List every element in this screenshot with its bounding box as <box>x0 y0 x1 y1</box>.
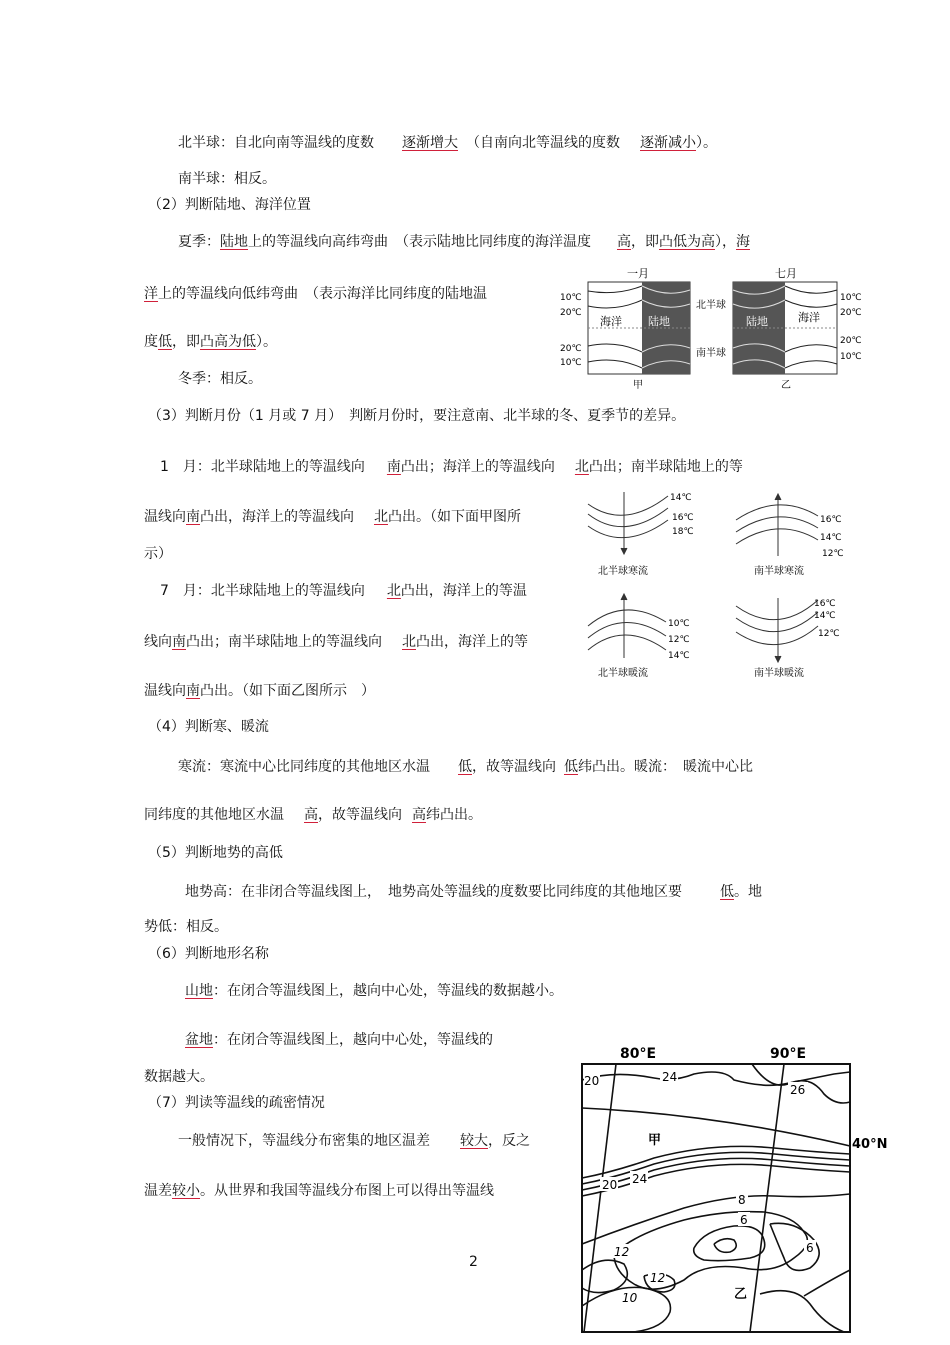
figure-isotherm-map <box>574 1044 894 1336</box>
jan-line-2: 温线向南凸出，海洋上的等温线向 北凸出。（如下面甲图所 <box>144 509 521 525</box>
svg-text:北半球寒流: 北半球寒流 <box>598 566 648 577</box>
svg-text:24: 24 <box>632 1172 648 1186</box>
jul-line-2: 线向南凸出；南半球陆地上的等温线向 北凸出，海洋上的等 <box>144 634 528 650</box>
figure-land-ocean <box>556 264 866 396</box>
figure-currents <box>584 486 854 682</box>
svg-text:10: 10 <box>622 1291 638 1305</box>
svg-text:乙: 乙 <box>781 380 791 391</box>
svg-text:20℃: 20℃ <box>560 308 582 318</box>
jul-line-3: 温线向南凸出。（如下面乙图所示 ） <box>144 683 375 699</box>
svg-text:26: 26 <box>790 1083 806 1097</box>
current-line: 寒流：寒流中心比同纬度的其他地区水温 低，故等温线向 低纬凸出。暖流： 暖流中心比 <box>178 759 753 775</box>
heading-3: （3）判断月份（1 月或 7 月） 判断月份时，要注意南、北半球的冬、夏季节的差异。 <box>148 408 686 424</box>
svg-text:10℃: 10℃ <box>560 358 582 368</box>
svg-text:20℃: 20℃ <box>560 344 582 354</box>
svg-text:20: 20 <box>584 1074 600 1088</box>
svg-text:陆地: 陆地 <box>746 315 768 328</box>
sh-cold-diagram <box>736 494 818 556</box>
page-number: 2 <box>469 1254 478 1270</box>
heading-4: （4）判断寒、暖流 <box>148 719 269 735</box>
terrain-line: 地势高：在非闭合等温线图上， 地势高处等温线的度数要比同纬度的其他地区要 低。地 <box>185 884 762 900</box>
winter-line: 冬季：相反。 <box>178 371 262 387</box>
svg-text:乙: 乙 <box>734 1287 748 1302</box>
label-jan: 一月 <box>627 267 649 280</box>
answer-zhujian-zengda: 逐渐增大 <box>402 135 458 151</box>
lat-40n-label: 40°N <box>852 1137 888 1152</box>
svg-text:10℃: 10℃ <box>840 293 862 303</box>
jan-line-3: 示） <box>144 546 172 562</box>
svg-text:海洋: 海洋 <box>600 315 622 328</box>
terrain-line-2: 势低：相反。 <box>144 919 228 935</box>
svg-text:12: 12 <box>650 1271 666 1285</box>
svg-text:14℃: 14℃ <box>814 611 836 621</box>
svg-text:16℃: 16℃ <box>820 515 842 525</box>
svg-text:10℃: 10℃ <box>560 293 582 303</box>
mountain-line: 山地：在闭合等温线图上，越向中心处，等温线的数据越小。 <box>185 983 563 999</box>
svg-text:北半球: 北半球 <box>696 300 726 311</box>
svg-text:12: 12 <box>614 1245 630 1259</box>
svg-text:南半球: 南半球 <box>696 348 726 359</box>
nh-rule-line: 北半球：自北向南等温线的度数 逐渐增大 （自南向北等温线的度数 逐渐减小）。 <box>178 135 717 151</box>
svg-text:16℃: 16℃ <box>814 599 836 609</box>
heading-2: （2）判断陆地、海洋位置 <box>148 197 311 213</box>
svg-text:14℃: 14℃ <box>670 493 692 503</box>
jul-line: 7 月：北半球陆地上的等温线向 北凸出，海洋上的等温 <box>160 583 527 599</box>
svg-text:北半球暖流: 北半球暖流 <box>598 668 648 679</box>
density-line: 一般情况下，等温线分布密集的地区温差 较大，反之 <box>178 1133 530 1149</box>
summer-line: 夏季：陆地上的等温线向高纬弯曲 （表示陆地比同纬度的海洋温度 高，即凸低为高），海 <box>178 234 750 250</box>
svg-text:24: 24 <box>662 1070 678 1084</box>
lon-90e-label: 90°E <box>770 1046 807 1062</box>
svg-text:甲: 甲 <box>633 380 643 391</box>
svg-text:20℃: 20℃ <box>840 308 862 318</box>
heading-7: （7）判读等温线的疏密情况 <box>148 1095 325 1111</box>
jan-line: 1 月：北半球陆地上的等温线向 南凸出；海洋上的等温线向 北凸出；南半球陆地上的等 <box>160 459 743 475</box>
nh-cold-diagram <box>588 492 668 554</box>
svg-text:南半球寒流: 南半球寒流 <box>754 566 804 577</box>
heading-6: （6）判断地形名称 <box>148 946 269 962</box>
basin-line-2: 数据越大。 <box>144 1069 214 1085</box>
sh-warm-diagram <box>736 598 818 662</box>
degree-line: 度低，即凸高为低）。 <box>144 334 277 350</box>
answer-zhujian-jianxiao: 逐渐减小 <box>640 135 696 151</box>
svg-text:6: 6 <box>740 1213 748 1227</box>
density-line-2: 温差较小。从世界和我国等温线分布图上可以得出等温线 <box>144 1183 494 1199</box>
ocean-line: 洋上的等温线向低纬弯曲 （表示海洋比同纬度的陆地温 <box>144 286 487 302</box>
svg-text:陆地: 陆地 <box>648 315 670 328</box>
svg-text:10℃: 10℃ <box>668 619 690 629</box>
svg-text:10℃: 10℃ <box>840 352 862 362</box>
svg-text:海洋: 海洋 <box>798 311 820 324</box>
svg-text:20: 20 <box>602 1178 618 1192</box>
svg-text:18℃: 18℃ <box>672 527 694 537</box>
label-jul: 七月 <box>775 267 797 280</box>
svg-text:6: 6 <box>806 1241 814 1255</box>
svg-text:甲: 甲 <box>648 1133 662 1148</box>
sh-rule-line: 南半球：相反。 <box>178 171 276 187</box>
svg-text:14℃: 14℃ <box>668 651 690 661</box>
svg-text:14℃: 14℃ <box>820 533 842 543</box>
svg-text:12℃: 12℃ <box>818 629 840 639</box>
current-line-2: 同纬度的其他地区水温 高，故等温线向 高纬凸出。 <box>144 807 482 823</box>
svg-text:20℃: 20℃ <box>840 336 862 346</box>
lon-80e-label: 80°E <box>620 1046 657 1062</box>
svg-text:南半球暖流: 南半球暖流 <box>754 668 804 679</box>
svg-text:8: 8 <box>738 1193 746 1207</box>
svg-text:16℃: 16℃ <box>672 513 694 523</box>
heading-5: （5）判断地势的高低 <box>148 845 283 861</box>
svg-text:12℃: 12℃ <box>822 549 844 559</box>
basin-line: 盆地：在闭合等温线图上，越向中心处，等温线的 <box>185 1032 493 1048</box>
nh-warm-diagram <box>588 594 666 658</box>
svg-text:12℃: 12℃ <box>668 635 690 645</box>
